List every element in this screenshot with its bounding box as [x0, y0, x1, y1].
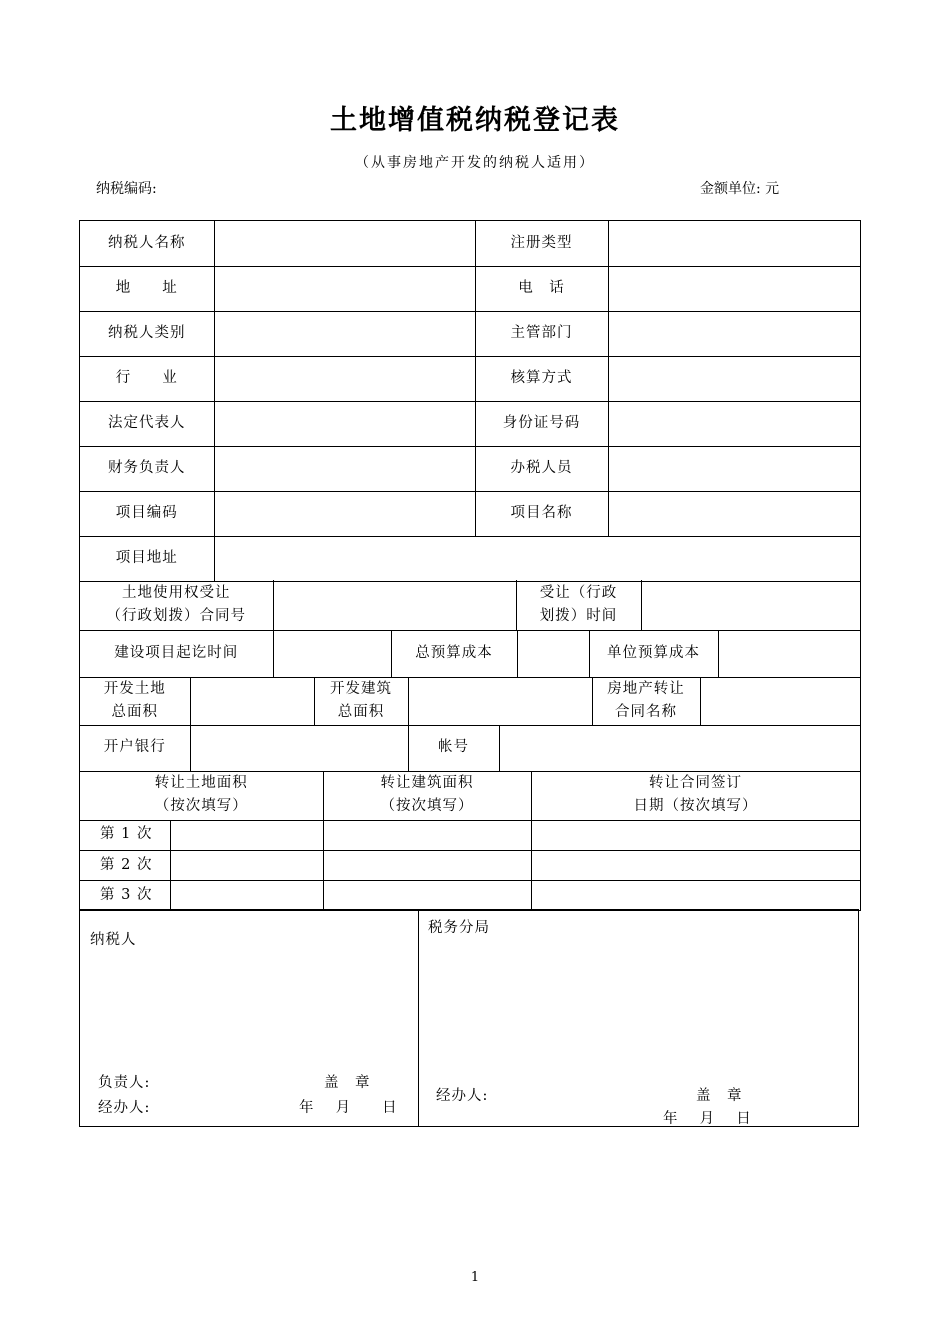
- construction-period-field[interactable]: [273, 631, 391, 677]
- info-row: [80, 491, 860, 536]
- taxpayer-category-label: 纳税人类别: [80, 311, 214, 356]
- bank-row: [80, 725, 860, 771]
- transfer-contract-name-field[interactable]: [700, 677, 860, 725]
- tax-code-label: 纳税编码:: [96, 181, 157, 197]
- transfer-contract-date-header-line2: 日期（按次填写）: [633, 798, 758, 815]
- transfer-building-area-header-line2: （按次填写）: [380, 798, 474, 815]
- transfer-building-area-field[interactable]: [323, 820, 531, 850]
- dev-building-area-field[interactable]: [408, 677, 592, 725]
- registration-type-label: 注册类型: [475, 221, 608, 266]
- transfer-time-label-line2: 划拨）时间: [539, 607, 618, 624]
- construction-period-label: 建设项目起讫时间: [80, 631, 273, 677]
- transfer-contract-name-label-line1: 房地产转让: [607, 680, 685, 697]
- competent-department-label: 主管部门: [475, 311, 608, 356]
- competent-department-field[interactable]: [608, 311, 860, 356]
- project-code-field[interactable]: [214, 491, 475, 536]
- basic-info-table: [79, 220, 861, 582]
- bank-label: 开户银行: [80, 725, 190, 771]
- taxpayer-category-field[interactable]: [214, 311, 475, 356]
- taxpayer-handler-label: 经办人:: [98, 1100, 151, 1116]
- transfer-time-field[interactable]: [641, 580, 860, 630]
- account-field[interactable]: [499, 725, 860, 771]
- project-name-field[interactable]: [608, 491, 860, 536]
- document-subtitle: （从事房地产开发的纳税人适用）: [355, 155, 595, 171]
- transfer-header-table: [79, 771, 861, 821]
- bank-field[interactable]: [190, 725, 408, 771]
- tax-handler-label: 办税人员: [475, 446, 608, 491]
- transfer-land-area-field[interactable]: [170, 850, 323, 880]
- bureau-handler-label: 经办人:: [436, 1088, 489, 1104]
- development-row: [80, 677, 860, 725]
- info-row: [80, 401, 860, 446]
- dev-building-area-label-line2: 总面积: [337, 703, 385, 720]
- transfer-row-label: 第 2 次: [80, 850, 170, 880]
- dev-land-area-field[interactable]: [190, 677, 314, 725]
- signature-divider: [418, 910, 419, 1126]
- dev-building-area-label-line1: 开发建筑: [330, 680, 392, 697]
- address-label: 地 址: [80, 266, 214, 311]
- transfer-land-area-header-line2: （按次填写）: [154, 798, 248, 815]
- total-budget-field[interactable]: [517, 631, 589, 677]
- unit-budget-label: 单位预算成本: [589, 631, 718, 677]
- project-address-row: [80, 536, 860, 581]
- land-contract-label-line2: （行政划拨）合同号: [106, 607, 246, 624]
- transfer-contract-date-header: [531, 771, 860, 820]
- total-budget-label: 总预算成本: [391, 631, 517, 677]
- land-contract-number-field[interactable]: [273, 580, 516, 630]
- taxpayer-seal-label: 盖 章: [324, 1075, 371, 1091]
- legal-representative-field[interactable]: [214, 401, 475, 446]
- transfer-contract-date-field[interactable]: [531, 820, 860, 850]
- id-number-label: 身份证号码: [475, 401, 608, 446]
- construction-row: [80, 631, 860, 677]
- legal-representative-label: 法定代表人: [80, 401, 214, 446]
- transfer-building-area-header: [323, 771, 531, 820]
- project-code-label: 项目编码: [80, 491, 214, 536]
- transfer-row: [80, 850, 860, 880]
- info-row: [80, 311, 860, 356]
- tax-handler-field[interactable]: [608, 446, 860, 491]
- construction-table: [79, 631, 861, 678]
- id-number-field[interactable]: [608, 401, 860, 446]
- info-row: [80, 446, 860, 491]
- bank-table: [79, 725, 861, 772]
- project-name-label: 项目名称: [475, 491, 608, 536]
- address-field[interactable]: [214, 266, 475, 311]
- dev-land-area-label-line2: 总面积: [111, 703, 158, 720]
- document-title: 土地增值税纳税登记表: [330, 105, 620, 136]
- taxpayer-name-label: 纳税人名称: [80, 221, 214, 266]
- transfer-building-area-header-line1: 转让建筑面积: [380, 775, 474, 792]
- land-contract-row: [80, 580, 860, 630]
- transfer-time-label: [516, 580, 641, 630]
- transfer-building-area-field[interactable]: [323, 880, 531, 910]
- taxpayer-name-field[interactable]: [214, 221, 475, 266]
- responsible-person-label: 负责人:: [98, 1075, 151, 1091]
- transfer-time-label-line1: 受让（行政: [539, 584, 618, 601]
- development-table: [79, 677, 861, 726]
- land-contract-label-line1: 土地使用权受让: [122, 584, 231, 601]
- signature-area: [79, 909, 859, 1127]
- finance-manager-label: 财务负责人: [80, 446, 214, 491]
- project-address-label: 项目地址: [80, 536, 214, 581]
- info-row: [80, 356, 860, 401]
- transfer-contract-date-header-line1: 转让合同签订: [649, 775, 742, 792]
- transfer-row-label: 第 3 次: [80, 880, 170, 910]
- tax-bureau-section-label: 税务分局: [428, 920, 490, 936]
- info-row: [80, 266, 860, 311]
- transfer-row: [80, 880, 860, 910]
- land-contract-number-label: [80, 580, 273, 630]
- transfer-contract-date-field[interactable]: [531, 850, 860, 880]
- bureau-seal-label: 盖 章: [696, 1088, 743, 1104]
- phone-label: 电 话: [475, 266, 608, 311]
- unit-budget-field[interactable]: [718, 631, 860, 677]
- info-row: [80, 221, 860, 266]
- transfer-rows-table: [79, 820, 861, 911]
- registration-type-field[interactable]: [608, 221, 860, 266]
- accounting-method-field[interactable]: [608, 356, 860, 401]
- transfer-land-area-header: [80, 771, 323, 820]
- transfer-row-label: 第 1 次: [80, 820, 170, 850]
- transfer-contract-name-label-line2: 合同名称: [615, 703, 677, 720]
- industry-label: 行 业: [80, 356, 214, 401]
- transfer-land-area-header-line1: 转让土地面积: [154, 775, 248, 792]
- project-address-field[interactable]: [214, 536, 860, 581]
- phone-field[interactable]: [608, 266, 860, 311]
- accounting-method-label: 核算方式: [475, 356, 608, 401]
- finance-manager-field[interactable]: [214, 446, 475, 491]
- taxpayer-date-label: 年 月 日: [299, 1100, 398, 1116]
- transfer-contract-date-field[interactable]: [531, 880, 860, 910]
- industry-field[interactable]: [214, 356, 475, 401]
- transfer-header-row: [80, 771, 860, 820]
- amount-unit-label: 金额单位: 元: [700, 181, 780, 197]
- land-contract-table: [79, 580, 861, 631]
- bureau-date-label: 年 月 日: [663, 1111, 752, 1127]
- transfer-building-area-field[interactable]: [323, 850, 531, 880]
- transfer-contract-name-label: [592, 677, 700, 725]
- transfer-row: [80, 820, 860, 850]
- transfer-land-area-field[interactable]: [170, 820, 323, 850]
- taxpayer-section-label: 纳税人: [90, 932, 137, 948]
- transfer-land-area-field[interactable]: [170, 880, 323, 910]
- page-number: 1: [470, 1270, 480, 1285]
- dev-land-area-label: [80, 677, 190, 725]
- account-label: 帐号: [408, 725, 499, 771]
- dev-land-area-label-line1: 开发土地: [103, 680, 166, 697]
- dev-building-area-label: [314, 677, 408, 725]
